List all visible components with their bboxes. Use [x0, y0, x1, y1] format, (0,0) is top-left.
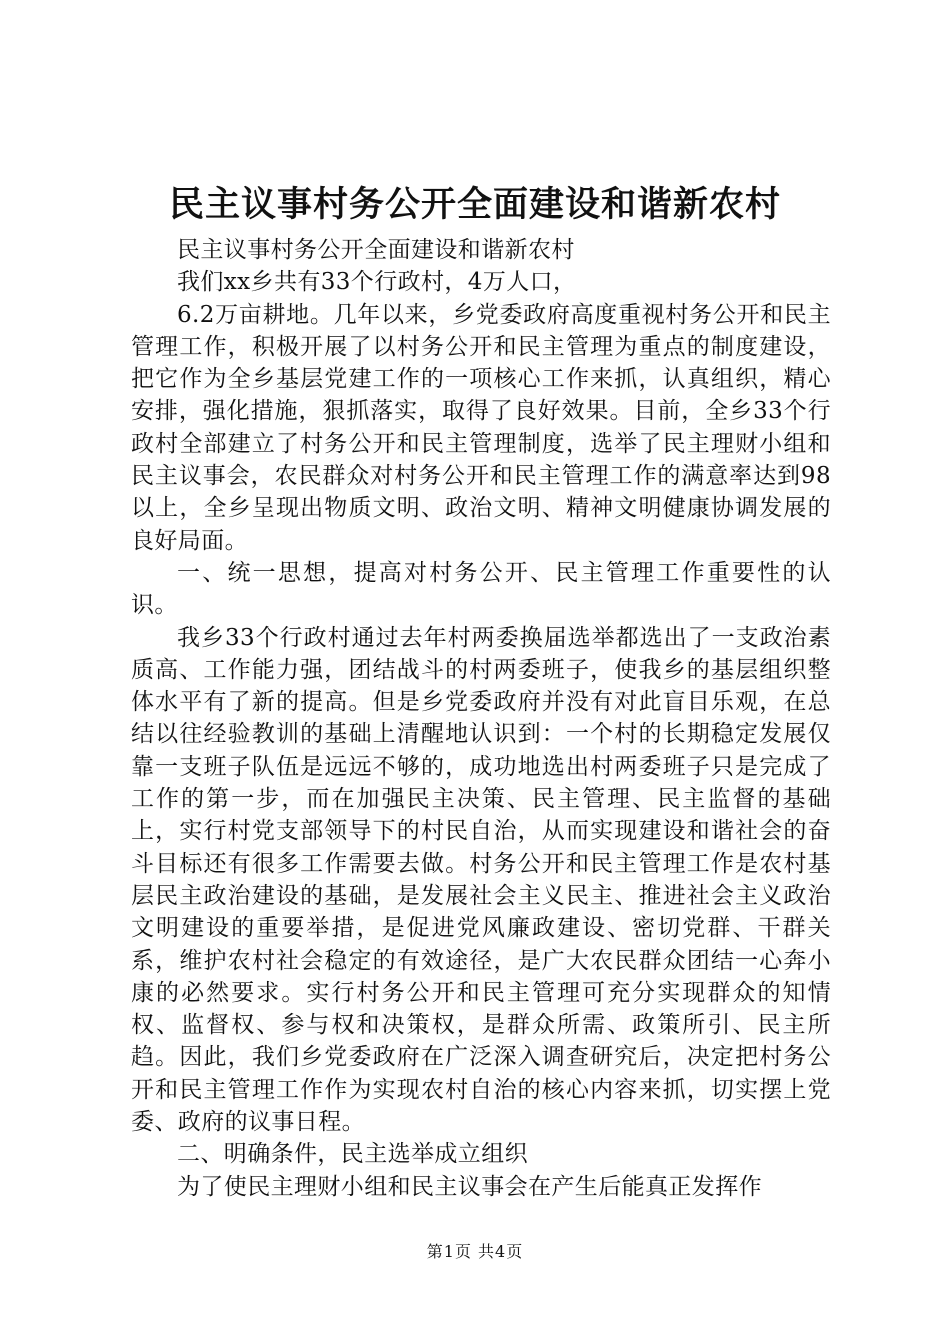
paragraph-intro: 我们xx乡共有33个行政村，4万人口，: [177, 269, 577, 296]
section-heading-2: 二、明确条件，民主选举成立组织: [177, 1141, 528, 1168]
paragraph-section-1: 我乡33个行政村通过去年村两委换届选举都选出了一支政治素质高、工作能力强，团结战斗的村两委班子，使我乡的基层组织整体水平有了新的提高。但是乡党委政府并没有对此盲目乐观，在总结以往经验教训的基础上清醒地认识到：一个村的长期稳定发展仅靠一支班子队伍是远远不够的，成功地选出村两委班子只是完成了工作的第一步，而在加强民主决策、民主管理、民主监督的基础上，实行村党支部领导下的村民自治，从而实现建设和谐社会的奋斗目标还有很多工作需要去做。村务公开和民主管理工作是农村基层民主政治建设的基础，是发展社会主义民主、推进社会主义政治文明建设的重要举措，是促进党风廉政建设、密切党群、干群关系，维护农村社会稳定的有效途径，是广大农民群众团结一心奔小康的必然要求。实行村务公开和民主管理可充分实现群众的知情权、监督权、参与权和决策权，是群众所需、政策所引、民主所趋。因此，我们乡党委政府在广泛深入调查研究后，决定把村务公开和民主管理工作作为实现农村自治的核心内容来抓，切实摆上党委、政府的议事日程。: [131, 624, 831, 1136]
document-title: 民主议事村务公开全面建设和谐新农村: [168, 185, 781, 225]
page-footer: 第1页 共4页: [426, 1242, 524, 1261]
paragraph-overview: 6.2万亩耕地。几年以来，乡党委政府高度重视村务公开和民主管理工作，积极开展了以村务公开和民主管理为重点的制度建设，把它作为全乡基层党建工作的一项核心工作来抓，认真组织，精心安排，强化措施，狠抓落实，取得了良好效果。目前，全乡33个行政村全部建立了村务公开和民主管理制度，选举了民主理财小组和民主议事会，农民群众对村务公开和民主管理工作的满意率达到98以上，全乡呈现出物质文明、政治文明、精神文明健康协调发展的良好局面。: [131, 301, 831, 554]
paragraph-section-2: 为了使民主理财小组和民主议事会在产生后能真正发挥作: [177, 1173, 762, 1200]
section-heading-1: 一、统一思想，提高对村务公开、民主管理工作重要性的认识。: [131, 559, 831, 619]
paragraph-subtitle: 民主议事村务公开全面建设和谐新农村: [177, 237, 575, 263]
document-body: [131, 234, 831, 1203]
